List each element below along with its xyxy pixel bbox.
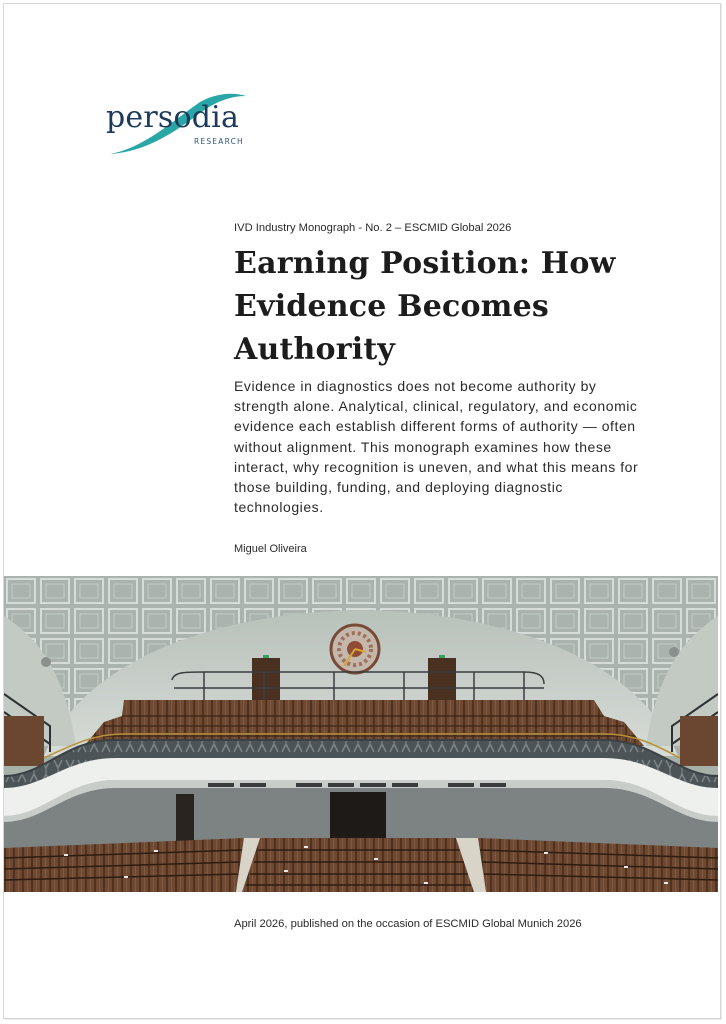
publication-note: April 2026, published on the occasion of ESCMID Global Munich 2026 [234, 918, 582, 930]
seating-center [242, 838, 474, 892]
title-line: Evidence Becomes [234, 289, 550, 324]
clock-icon [331, 625, 379, 673]
page-title [234, 242, 674, 371]
speaker-icon [41, 657, 51, 667]
logo-subtitle: RESEARCH [194, 137, 244, 146]
series-label: IVD Industry Monograph - No. 2 – ESCMID Global 2026 [234, 222, 512, 234]
photo-canvas [4, 576, 718, 892]
author-name: Miguel Oliveira [234, 543, 307, 555]
lecture-hall-photo [4, 576, 718, 892]
persodia-logo [104, 90, 254, 162]
title-line: Authority [234, 332, 396, 367]
logo-wordmark: persodia [106, 100, 240, 135]
speaker-icon [669, 647, 679, 657]
exit-sign-icon [439, 655, 445, 658]
abstract-text: Evidence in diagnostics does not become authority by strength alone. Analytical, clinical, regulatory, and economic evidence each establish different forms of authority — often without alignment. This monograph examines how these interact, why recognition is uneven, and what this means for those building, funding, and deploying diagnostic technologies. [234, 378, 639, 516]
exit-sign-icon [263, 655, 269, 658]
title-line: Earning Position: How [234, 246, 616, 281]
